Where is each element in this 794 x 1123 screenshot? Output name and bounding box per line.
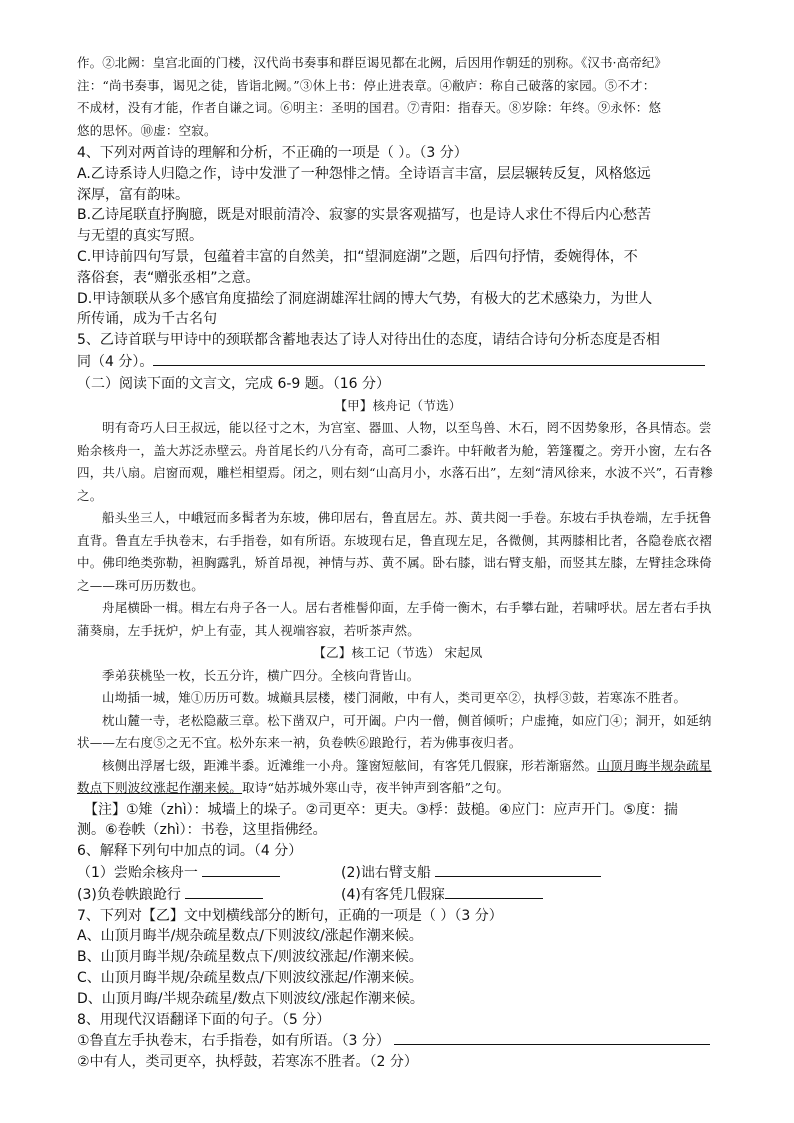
q7-option-b: B、山顶月晦半规/杂疏星数点下/则波纹涨起/作潮来候。 [77,949,423,966]
question-4 [77,143,719,330]
question-7 [77,906,719,1010]
q4-option-a: A.乙诗系诗人归隐之作，诗中发泄了一种怨悱之情。全诗语言丰富，层层辗转反复，风格悠远 [77,165,651,182]
q6-item-4 [341,884,543,906]
q4-option-d-cont: 所传诵，成为千古名句 [77,311,217,328]
q5-line2 [77,351,719,373]
text-a-paragraph: 船头坐三人，中峨冠而多髯者为东坡，佛印居右，鲁直居左。苏、黄共阅一手卷。东坡右手执卷端，左手抚鲁直背。鲁直左手执卷末，右手指卷，如有所语。东坡现右足，鲁直现左足，各微侧，其两膝相比者，各隐卷底衣褶中。佛印绝类弥勒，袒胸露乳，矫首昂视，神情与苏、黄不属。卧右膝，诎右臂支船，而竖其左膝，左臂挂念珠倚之——珠可历历数也。 [77,510,713,593]
note-line: 悠的思怀。⑩虚：空寂。 [77,122,217,138]
q5-line2-text: 同（4 分）。 [77,353,154,370]
question-6 [77,841,719,905]
q7-option-a: A、山顶月晦半/规杂疏星数点/下则波纹/涨起作潮来候。 [77,928,423,945]
q5-line1: 5、乙诗首联与甲诗中的颈联都含蓄地表达了诗人对待出仕的态度，请结合诗句分析态度是否相 [77,332,660,349]
q6-blank-4[interactable] [445,884,543,899]
text-b-paragraph: 季弟获桃坠一枚，长五分许，横广四分。全核向背皆山。 [102,667,420,683]
section-2-title: （二）阅读下面的文言文，完成 6-9 题。（16 分） [77,375,391,392]
exam-page [77,52,719,1073]
question-8 [77,1010,719,1073]
text-b-tail: 取诗“姑苏城外寒山寺，夜半钟声到客船”之句。 [242,780,510,796]
q6-item-2 [341,862,601,884]
text-b-paragraph: 枕山麓一寺，老松隐蔽三章。松下凿双户，可开阖。户内一僧，侧首倾听；户虚掩，如应门④；洞开，如延纳状——左右度⑤之无不宜。松外东来一衲，负卷帙⑥踉跄行，若为佛事夜归者。 [77,712,712,751]
text-b [77,642,719,800]
text-a-title: 【甲】核舟记（节选） [334,397,462,413]
question-5 [77,330,719,373]
text-notes [77,800,719,842]
note-line: 作。②北阙：皇宫北面的门楼，汉代尚书奏事和群臣谒见都在北阙，后因用作朝廷的别称。《汉书·高帝纪》 [77,55,668,70]
q8-item-1-text: ①鲁直左手执卷末，右手指卷，如有所语。（3 分） [77,1033,390,1050]
q7-option-c: C、山顶月晦半规/杂疏星数点/下则波纹涨起/作潮来候。 [77,969,423,986]
text-b-paragraph: 山坳插一城，雉①历历可数。城巅具层楼，楼门洞敞，中有人，类司更卒②，执桴③鼓，若寒冻不胜者。 [102,690,687,706]
q8-stem: 8、用现代汉语翻译下面的句子。（5 分） [77,1011,331,1028]
q8-item-1 [77,1030,719,1052]
q6-item-1 [77,862,341,884]
q4-option-c: C.甲诗前四句写景，包蕴着丰富的自然美，扣“望洞庭湖”之题，后四句抒情，委婉得体，不 [77,248,638,265]
text-b-para4: 核侧出浮屠七级，距滩半黍。近滩维一小舟。篷窗短舷间，有客凭几假寐，形若渐寤然。 [102,757,598,773]
q5-answer-blank[interactable] [153,351,705,366]
q4-option-b: B.乙诗尾联直抒胸臆，既是对眼前清冷、寂寥的实景客观描写，也是诗人求仕不得后内心愁苦 [77,207,652,224]
text-a-paragraph: 舟尾横卧一楫。楫左右舟子各一人。居右者椎髻仰面，左手倚一衡木，右手攀右趾，若啸呼状。居左者右手执蒲葵扇，左手抚炉，炉上有壶，其人视端容寂，若听茶声然。 [77,600,712,638]
poem-notes [77,52,719,142]
q6-item-1-text: （1）尝贻余核舟一 [77,864,198,881]
section-2-heading [77,374,719,395]
q7-option-d: D、山顶月晦/半规杂疏星/数点下则波纹/涨起作潮来候。 [77,990,424,1007]
q4-stem: 4、下列对两首诗的理解和分析，不正确的一项是（ ）。（3 分） [77,145,468,161]
text-b-title: 【乙】核工记（节选） 宋起凤 [313,645,483,661]
q8-item-2: ②中有人，类司更卒，执桴鼓，若寒冻不胜者。（2 分） [77,1054,418,1071]
q6-item-3 [77,884,341,906]
q4-option-b-cont: 与无望的真实写照。 [77,228,203,245]
q6-stem: 6、解释下列句中加点的词。（4 分） [77,843,303,860]
q6-blank-3[interactable] [185,884,263,899]
q8-blank-1[interactable] [394,1030,710,1045]
notes-line: 【注】①雉（zhì）：城墙上的垛子。②司更卒：更夫。③桴：鼓槌。④应门：应声开门。⑤度：揣 [84,801,678,818]
underlined-sentence-cont: 规杂疏星数点下则波纹涨起作潮来候。 [77,757,712,796]
text-b-paragraph [77,755,719,800]
q7-stem: 7、下列对【乙】文中划横线部分的断句，正确的一项是（ ）（3 分） [77,907,503,924]
note-line: 注：“尚书奏事，谒见之徒，皆诣北阙。”③休上书：停止进表章。④敝庐：称自己破落的家园。⑤不才： [77,77,656,93]
q6-item-4-text: (4)有客凭几假寐 [341,886,445,903]
q6-blank-1[interactable] [202,862,280,877]
q6-item-2-text: (2)诎右臂支船 [341,864,431,881]
text-a [77,395,719,643]
q6-blank-2[interactable] [435,862,601,877]
q6-item-3-text: (3)负卷帙踉跄行 [77,886,181,903]
text-a-paragraph: 明有奇巧人曰王叔远，能以径寸之木，为宫室、器皿、人物，以至鸟兽、木石，罔不因势象形，各具情态。尝贻余核舟一，盖大苏泛赤壁云。舟首尾长约八分有奇，高可二黍许。中轩敞者为舱，箬篷覆之。旁开小窗，左右各四，共八扇。启窗而观，雕栏相望焉。闭之，则右刻“山高月小，水落石出”，左刻“清风徐来，水波不兴”，石青糁之。 [77,420,713,503]
q4-option-c-cont: 落俗套，表“赠张丞相”之意。 [77,269,260,286]
q4-option-d: D.甲诗颔联从多个感官角度描绘了洞庭湖雄浑壮阔的博大气势，有极大的艺术感染力，为世人 [77,290,653,307]
q4-option-a-cont: 深厚，富有韵味。 [77,186,189,203]
q6-row [77,884,719,906]
underlined-sentence: 山顶月晦半 [597,757,661,773]
q6-row [77,862,719,884]
note-line: 不成材，没有才能，作者自谦之词。⑥明主：圣明的国君。⑦青阳：指春天。⑧岁除：年终。⑨永怀：悠 [77,100,662,115]
notes-line: 测。⑥卷帙（zhì）：书卷，这里指佛经。 [77,822,327,839]
